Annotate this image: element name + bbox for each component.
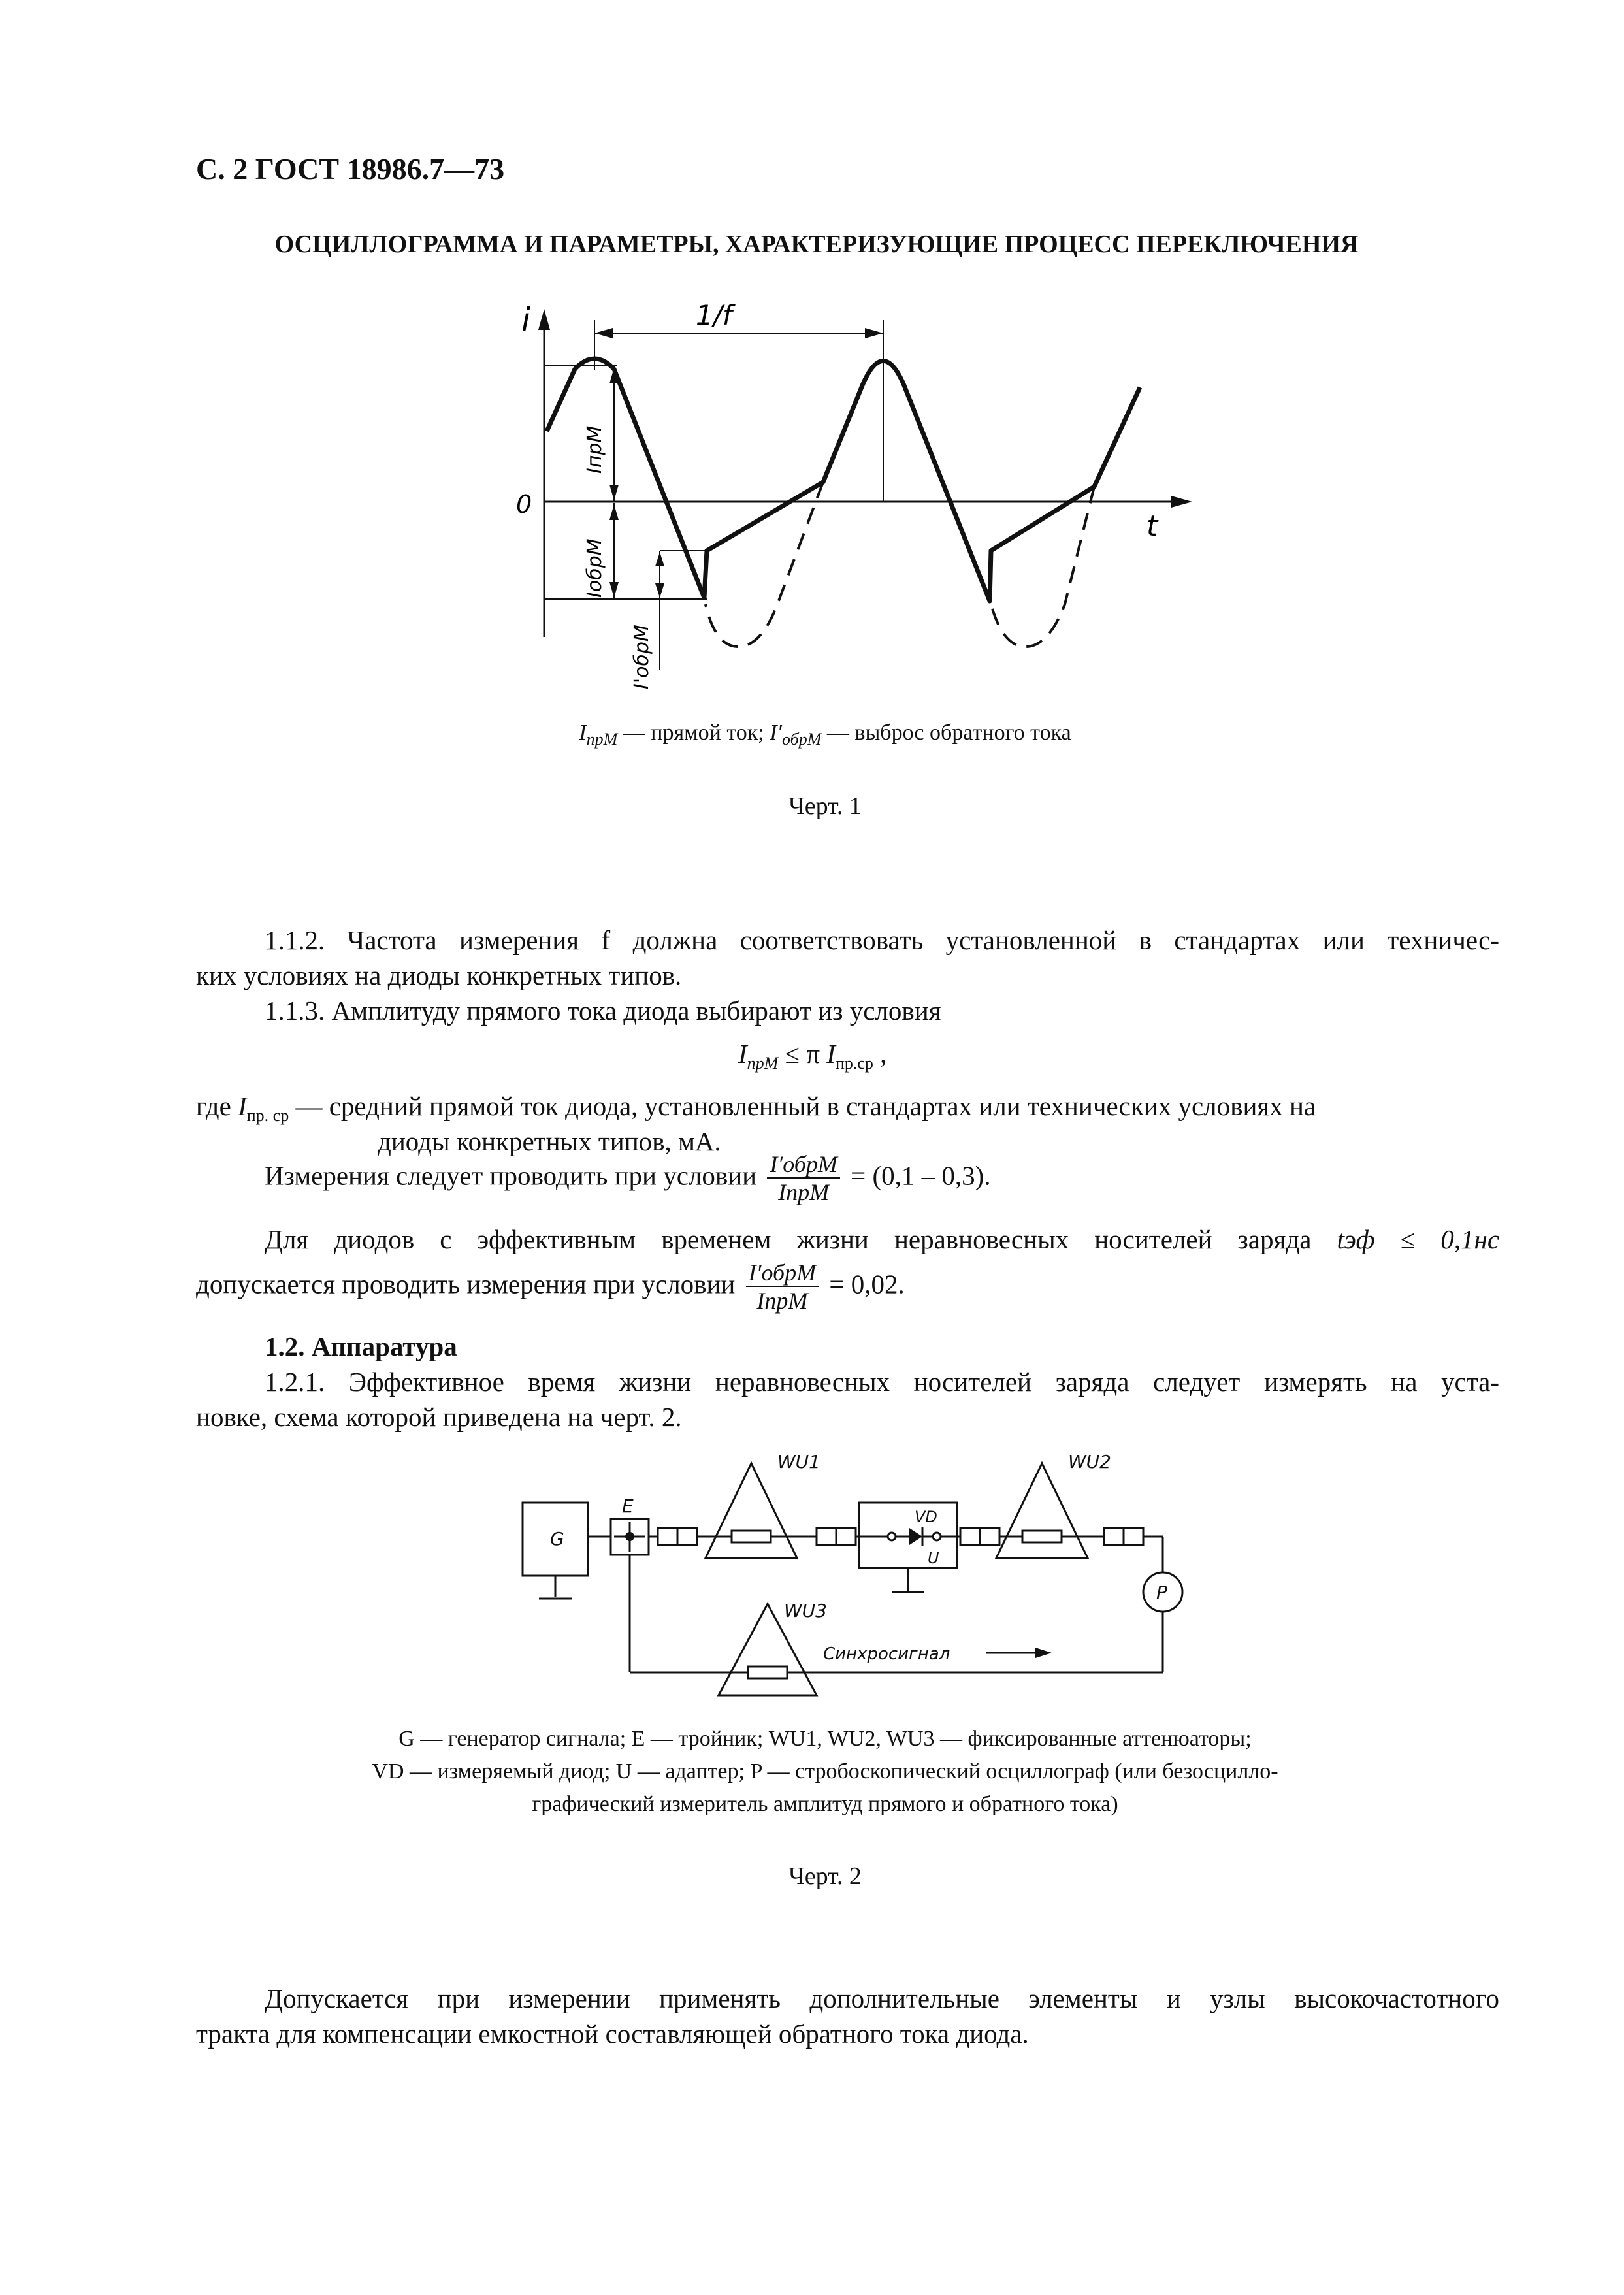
label-wu3: WU3 <box>784 1600 827 1621</box>
current-waveform <box>547 359 1140 601</box>
fig2-caption-line1: G — генератор сигнала; E — тройник; WU1, WU2, WU3 — фиксированные аттенюаторы; <box>398 1727 1252 1751</box>
diode-terminal-right <box>933 1533 941 1540</box>
connector-1 <box>658 1528 677 1545</box>
fig2-number: Черт. 2 <box>788 1863 862 1890</box>
paragraph-1-2-1: 1.2.1. Эффективное время жизни неравновесных носителей заряда следует измерять на уста- <box>265 1367 1499 1397</box>
label-e: E <box>622 1495 634 1517</box>
label-prm: IпрM <box>583 425 606 474</box>
connector-6 <box>980 1528 999 1545</box>
paragraph-1-1-2: 1.1.2. Частота измерения f должна соответствовать установленной в стандартах или техничес- <box>265 925 1499 955</box>
period-arrow-left <box>594 328 613 338</box>
section-title: ОСЦИЛЛОГРАММА И ПАРАМЕТРЫ, ХАРАКТЕРИЗУЮЩИЕ ПРОЦЕСС ПЕРЕКЛЮЧЕНИЯ <box>274 231 1359 258</box>
connector-4 <box>836 1528 856 1545</box>
section-1-2-title: 1.2. Аппаратура <box>265 1331 457 1361</box>
fig1-caption: $I_{прM}$ — прямой ток; $I'_{обрM}$ — выброс обратного тока <box>579 721 1071 749</box>
label-wu2: WU2 <box>1068 1451 1111 1473</box>
dashed-waveform-2 <box>991 487 1094 647</box>
wu1-resistor <box>732 1531 771 1542</box>
where-definition-cont: диоды конкретных типов, мА. <box>378 1126 721 1156</box>
measure-condition: Измерения следует проводить при условии $\frac{\text{I′обрM}}{\text{IпрM}}$ = (0,1 – 0,3). <box>265 1151 991 1205</box>
period-label: 1/f <box>696 299 732 331</box>
label-wu1: WU1 <box>777 1451 820 1473</box>
paragraph-1-1-3: 1.1.3. Амплитуду прямого тока диода выбирают из условия <box>265 996 941 1026</box>
obrm-arrow-top <box>609 504 619 520</box>
where-definition: где $I_{пр. ср}$ — средний прямой ток диода, установленный в стандартах или технических условиях на <box>196 1091 1316 1126</box>
prm-arrow-bottom <box>609 485 619 500</box>
final-paragraph: Допускается при измерении применять дополнительные элементы и узлы высокочастотного <box>265 1983 1499 2013</box>
wu2-resistor <box>1022 1531 1062 1542</box>
diode-icon <box>909 1528 922 1545</box>
connector-5 <box>960 1528 980 1545</box>
period-arrow-right <box>865 328 883 338</box>
formula-ipr: $I_{прM} \le \pi$ $I_{пр.ср}$ , <box>738 1039 887 1073</box>
connector-2 <box>677 1528 697 1545</box>
label-vd: VD <box>915 1508 937 1526</box>
i-axis-arrow <box>538 309 550 330</box>
tee-junction <box>625 1532 634 1541</box>
diode-terminal-left <box>888 1533 896 1540</box>
connector-3 <box>817 1528 836 1545</box>
label-obrm: IобрM <box>583 538 606 598</box>
attenuator-wu2 <box>996 1463 1088 1558</box>
connector-7 <box>1104 1528 1124 1545</box>
label-sync: Синхросигнал <box>823 1644 950 1664</box>
adapter-block <box>859 1503 957 1568</box>
diodes-condition-2: допускается проводить измерения при условии $\frac{\text{I′обрM}}{\text{IпрM}}$ = 0,02. <box>196 1260 905 1314</box>
paragraph-1-2-1-cont: новке, схема которой приведена на черт. 2. <box>196 1402 682 1432</box>
obrm-prime-arrow-top <box>655 552 664 566</box>
wu3-resistor <box>748 1667 787 1678</box>
dashed-waveform-1 <box>706 482 823 647</box>
final-paragraph-cont: тракта для компенсации емкостной составляющей обратного тока диода. <box>196 2019 1029 2049</box>
sync-arrow-head <box>1035 1648 1052 1658</box>
origin-label: 0 <box>516 490 532 519</box>
obrm-prime-arrow-bottom <box>655 583 664 598</box>
obrm-arrow-bottom <box>609 582 619 598</box>
connector-8 <box>1124 1528 1143 1545</box>
label-p: P <box>1156 1582 1167 1603</box>
fig2-caption-line3: графический измеритель амплитуд прямого и обратного тока) <box>532 1792 1118 1816</box>
axis-t-label: t <box>1146 510 1158 543</box>
page-header: С. 2 ГОСТ 18986.7—73 <box>196 152 505 186</box>
fig2-caption-line2: VD — измеряемый диод; U — адаптер; P — стробоскопический осциллограф (или безосцилло- <box>372 1759 1278 1783</box>
label-g: G <box>550 1528 564 1550</box>
label-obrm-prime: I'обрM <box>630 625 653 689</box>
oscillogram-figure <box>496 297 1215 696</box>
label-u: U <box>928 1549 939 1567</box>
attenuator-wu1 <box>706 1463 797 1558</box>
diodes-condition: Для диодов с эффективным временем жизни неравновесных носителей заряда tэф ≤ 0,1нс <box>265 1224 1500 1254</box>
circuit-diagram <box>510 1447 1215 1708</box>
fig1-number: Черт. 1 <box>788 792 862 820</box>
t-axis-arrow <box>1171 496 1192 508</box>
axis-i-label: i <box>521 301 530 339</box>
paragraph-1-1-2-cont: ких условиях на диоды конкретных типов. <box>196 960 682 990</box>
